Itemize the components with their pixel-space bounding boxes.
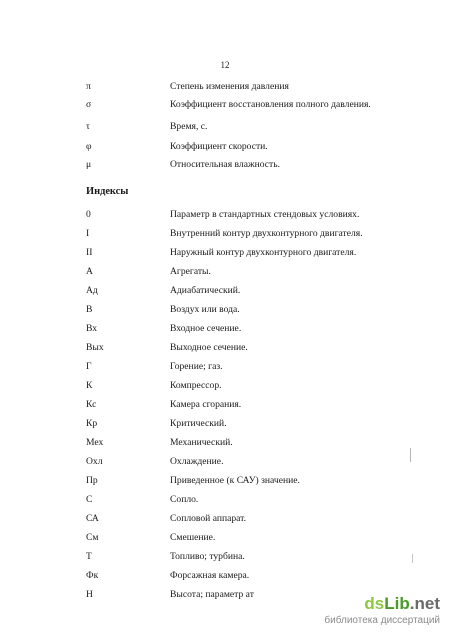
symbol-cell: Т [86, 551, 92, 562]
symbol-cell: Мех [86, 437, 104, 448]
symbol-cell: τ [86, 121, 90, 132]
description-cell: Камера сгорания. [170, 399, 242, 410]
description-cell: Высота; параметр ат [170, 589, 254, 600]
index-row [0, 474, 450, 488]
index-row [0, 246, 450, 260]
symbol-cell: С [86, 494, 93, 505]
symbol-cell: μ [86, 159, 92, 170]
symbol-cell: СА [86, 513, 99, 524]
symbol-cell: Охл [86, 456, 103, 467]
description-cell: Внутренний контур двухконтурного двигателя. [170, 228, 363, 239]
watermark-logo-net: .net [409, 594, 440, 613]
watermark-logo-lib: Lib [384, 594, 410, 613]
description-cell: Горение; газ. [170, 361, 223, 372]
symbol-cell: II [86, 247, 93, 258]
description-cell: Коэффициент восстановления полного давления. [170, 99, 371, 110]
symbol-cell: А [86, 266, 93, 277]
description-cell: Степень изменения давления [170, 81, 289, 92]
symbol-cell: В [86, 304, 93, 315]
indices-heading: Индексы [86, 186, 129, 197]
greek-row-phi [0, 140, 450, 154]
description-cell: Критический. [170, 418, 227, 429]
description-cell: Сопловой аппарат. [170, 513, 247, 524]
watermark-logo-ds: ds [364, 594, 385, 613]
description-cell: Относительная влажность. [170, 159, 280, 170]
symbol-cell: 0 [86, 209, 91, 220]
index-row [0, 379, 450, 393]
symbol-cell: Г [86, 361, 92, 372]
description-cell: Параметр в стандартных стендовых условиях. [170, 209, 360, 220]
dslib-watermark [322, 594, 440, 630]
symbol-cell: π [86, 81, 91, 92]
description-cell: Адиабатический. [170, 285, 241, 296]
index-row [0, 417, 450, 431]
watermark-tagline: библиотека диссертаций [324, 615, 440, 626]
index-row [0, 512, 450, 526]
index-row [0, 398, 450, 412]
symbol-cell: Н [86, 589, 93, 600]
index-row [0, 303, 450, 317]
index-row [0, 227, 450, 241]
greek-row-tau [0, 120, 450, 134]
symbol-cell: Вх [86, 323, 98, 334]
description-cell: Выходное сечение. [170, 342, 248, 353]
symbol-cell: К [86, 380, 93, 391]
greek-row-sigma [0, 98, 450, 112]
index-row [0, 455, 450, 469]
watermark-logo [364, 594, 440, 614]
description-cell: Коэффициент скорости. [170, 141, 268, 152]
index-row [0, 550, 450, 564]
description-cell: Компрессор. [170, 380, 222, 391]
page-number: 12 [220, 60, 230, 70]
index-row [0, 265, 450, 279]
description-cell: Смешение. [170, 532, 216, 543]
description-cell: Приведенное (к САУ) значение. [170, 475, 300, 486]
symbol-cell: Вых [86, 342, 104, 353]
symbol-cell: Кс [86, 399, 97, 410]
symbol-cell: φ [86, 141, 92, 152]
index-row [0, 341, 450, 355]
symbol-cell: Пр [86, 475, 98, 486]
index-row [0, 284, 450, 298]
description-cell: Механический. [170, 437, 233, 448]
symbol-cell: Ад [86, 285, 98, 296]
index-row [0, 436, 450, 450]
description-cell: Наружный контур двухконтурного двигателя. [170, 247, 357, 258]
index-row [0, 493, 450, 507]
symbol-cell: I [86, 228, 90, 239]
description-cell: Топливо; турбина. [170, 551, 245, 562]
index-row [0, 569, 450, 583]
greek-row-mu [0, 158, 450, 172]
description-cell: Воздух или вода. [170, 304, 240, 315]
index-row [0, 360, 450, 374]
index-row [0, 322, 450, 336]
description-cell: Входное сечение. [170, 323, 242, 334]
greek-row-pi [0, 80, 450, 94]
description-cell: Форсажная камера. [170, 570, 250, 581]
symbol-cell: Фк [86, 570, 99, 581]
symbol-cell: σ [86, 99, 92, 110]
description-cell: Агрегаты. [170, 266, 211, 277]
description-cell: Охлаждение. [170, 456, 224, 467]
symbol-cell: См [86, 532, 99, 543]
index-row [0, 208, 450, 222]
description-cell: Время, с. [170, 121, 208, 132]
description-cell: Сопло. [170, 494, 199, 505]
symbol-cell: Кр [86, 418, 98, 429]
index-row [0, 531, 450, 545]
